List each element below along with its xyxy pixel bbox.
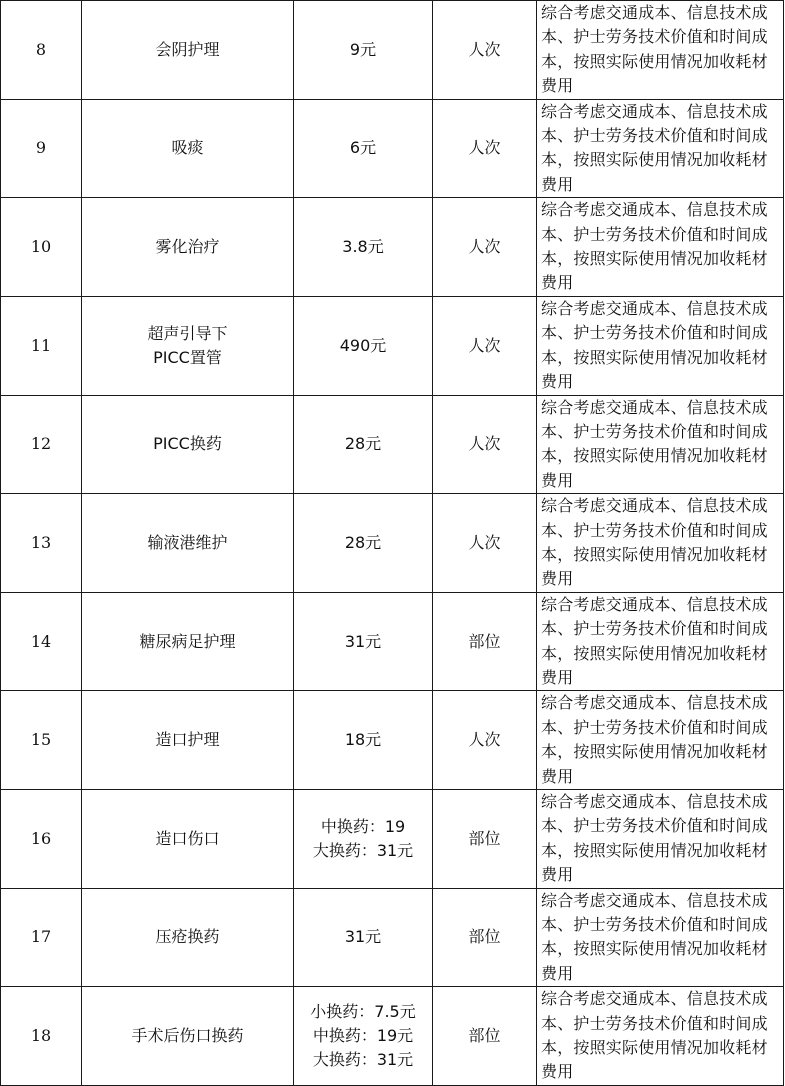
billing-unit-cell: 人次 <box>433 296 537 395</box>
table-row <box>1 296 784 395</box>
row-number-cell: 17 <box>1 888 82 987</box>
service-item-cell <box>82 888 294 987</box>
table-row <box>1 790 784 889</box>
table-row <box>1 395 784 494</box>
billing-unit-cell: 人次 <box>433 691 537 790</box>
billing-unit-cell: 部位 <box>433 592 537 691</box>
price-cell <box>294 888 433 987</box>
remark-cell: 综合考虑交通成本、信息技术成本、护士劳务技术价值和时间成本，按照实际使用情况加收耗材费用 <box>537 1 784 100</box>
service-item-line: PICC换药 <box>153 434 222 454</box>
price-line: 490元 <box>339 335 387 355</box>
billing-unit-cell: 部位 <box>433 987 537 1086</box>
remark-cell: 综合考虑交通成本、信息技术成本、护士劳务技术价值和时间成本，按照实际使用情况加收耗材费用 <box>537 99 784 198</box>
table-row <box>1 888 784 987</box>
price-line: 28元 <box>344 532 382 552</box>
price-line: 小换药：7.5元 <box>310 1002 416 1022</box>
remark-cell: 综合考虑交通成本、信息技术成本、护士劳务技术价值和时间成本，按照实际使用情况加收耗材费用 <box>537 691 784 790</box>
table-row <box>1 494 784 593</box>
billing-unit-cell: 人次 <box>433 1 537 100</box>
remark-cell: 综合考虑交通成本、信息技术成本、护士劳务技术价值和时间成本，按照实际使用情况加收耗材费用 <box>537 198 784 297</box>
service-item-cell <box>82 691 294 790</box>
service-item-line: 糖尿病足护理 <box>139 631 236 651</box>
row-number-cell: 9 <box>1 99 82 198</box>
remark-cell: 综合考虑交通成本、信息技术成本、护士劳务技术价值和时间成本，按照实际使用情况加收耗材费用 <box>537 888 784 987</box>
table-row <box>1 1 784 100</box>
service-item-line: 输液港维护 <box>147 532 228 552</box>
service-item-line: 超声引导下 <box>147 323 228 343</box>
service-item-cell <box>82 494 294 593</box>
service-item-line: PICC置管 <box>153 347 222 367</box>
price-cell <box>294 790 433 889</box>
service-item-cell <box>82 987 294 1086</box>
remark-cell: 综合考虑交通成本、信息技术成本、护士劳务技术价值和时间成本，按照实际使用情况加收耗材费用 <box>537 395 784 494</box>
remark-cell: 综合考虑交通成本、信息技术成本、护士劳务技术价值和时间成本，按照实际使用情况加收耗材费用 <box>537 296 784 395</box>
billing-unit-cell: 部位 <box>433 888 537 987</box>
table-row <box>1 691 784 790</box>
service-item-line: 压疮换药 <box>155 927 220 947</box>
service-item-cell <box>82 198 294 297</box>
price-line: 28元 <box>344 434 382 454</box>
table-row <box>1 592 784 691</box>
billing-unit-cell: 人次 <box>433 99 537 198</box>
service-item-line: 造口伤口 <box>155 828 220 848</box>
row-number-cell: 16 <box>1 790 82 889</box>
price-line: 18元 <box>344 730 382 750</box>
row-number-cell: 12 <box>1 395 82 494</box>
service-item-line: 造口护理 <box>155 730 220 750</box>
service-item-cell <box>82 99 294 198</box>
price-cell <box>294 987 433 1086</box>
service-item-line: 雾化治疗 <box>155 237 220 257</box>
price-cell <box>294 198 433 297</box>
table-row <box>1 198 784 297</box>
service-item-line: 会阴护理 <box>155 39 220 59</box>
price-line: 大换药：31元 <box>312 1050 414 1070</box>
price-line: 9元 <box>349 39 377 59</box>
billing-unit-cell: 部位 <box>433 790 537 889</box>
price-line: 中换药：19元 <box>312 1026 414 1046</box>
row-number-cell: 14 <box>1 592 82 691</box>
price-line: 31元 <box>344 631 382 651</box>
billing-unit-cell: 人次 <box>433 198 537 297</box>
price-cell <box>294 395 433 494</box>
service-item-cell <box>82 1 294 100</box>
price-cell <box>294 592 433 691</box>
price-line: 大换药：31元 <box>312 840 414 860</box>
billing-unit-cell: 人次 <box>433 494 537 593</box>
price-line: 3.8元 <box>342 237 384 257</box>
price-line: 31元 <box>344 927 382 947</box>
row-number-cell: 10 <box>1 198 82 297</box>
billing-unit-cell: 人次 <box>433 395 537 494</box>
row-number-cell: 15 <box>1 691 82 790</box>
price-cell <box>294 494 433 593</box>
service-item-cell <box>82 592 294 691</box>
table-row <box>1 987 784 1086</box>
remark-cell: 综合考虑交通成本、信息技术成本、护士劳务技术价值和时间成本，按照实际使用情况加收耗材费用 <box>537 592 784 691</box>
price-cell <box>294 99 433 198</box>
row-number-cell: 11 <box>1 296 82 395</box>
price-cell <box>294 296 433 395</box>
remark-cell: 综合考虑交通成本、信息技术成本、护士劳务技术价值和时间成本，按照实际使用情况加收耗材费用 <box>537 790 784 889</box>
row-number-cell: 18 <box>1 987 82 1086</box>
service-item-line: 吸痰 <box>171 138 204 158</box>
service-item-line: 手术后伤口换药 <box>131 1026 244 1046</box>
table-row <box>1 99 784 198</box>
price-line: 6元 <box>349 138 377 158</box>
price-line: 中换药：19 <box>320 816 406 836</box>
service-item-cell <box>82 395 294 494</box>
service-item-cell <box>82 296 294 395</box>
row-number-cell: 13 <box>1 494 82 593</box>
remark-cell: 综合考虑交通成本、信息技术成本、护士劳务技术价值和时间成本，按照实际使用情况加收耗材费用 <box>537 494 784 593</box>
price-cell <box>294 691 433 790</box>
price-cell <box>294 1 433 100</box>
service-item-cell <box>82 790 294 889</box>
row-number-cell: 8 <box>1 1 82 100</box>
fee-table-body <box>1 1 784 1086</box>
remark-cell: 综合考虑交通成本、信息技术成本、护士劳务技术价值和时间成本，按照实际使用情况加收耗材费用 <box>537 987 784 1086</box>
